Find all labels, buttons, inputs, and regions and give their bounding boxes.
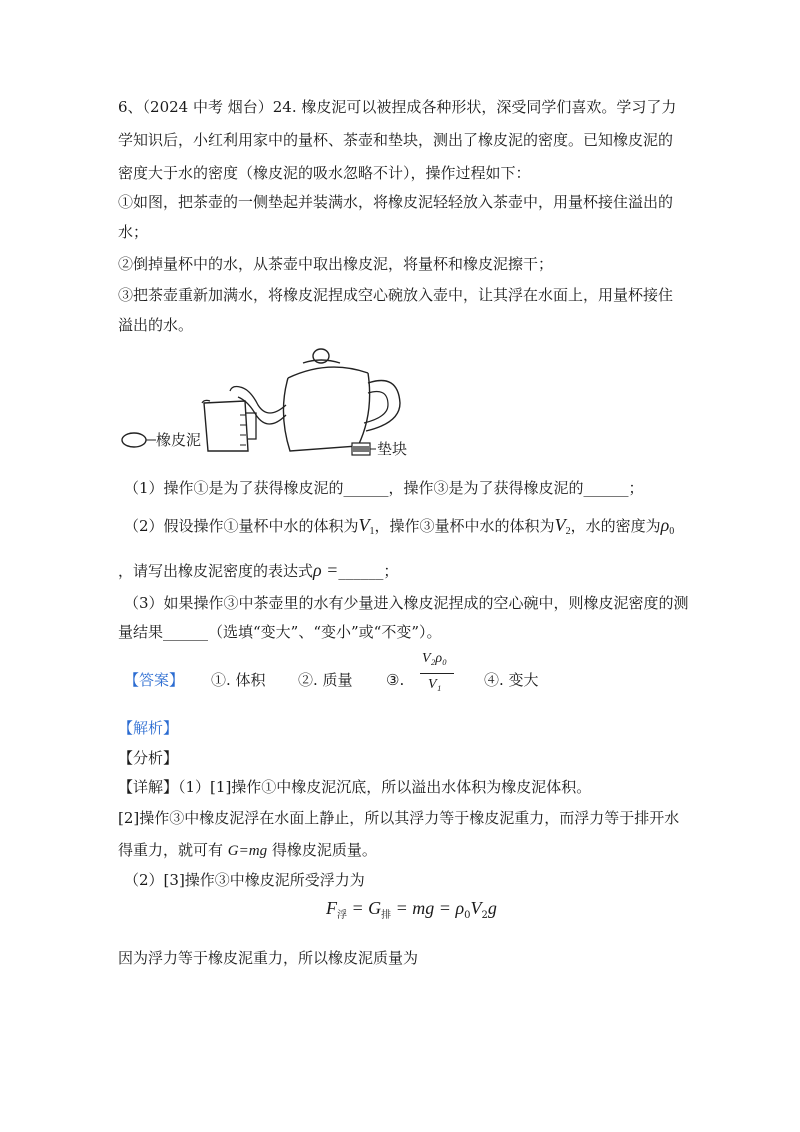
question-line-1: 6、（2024 中考 烟台）24. 橡皮泥可以被捏成各种形状，深受同学们喜欢。学习了力 <box>118 98 677 116</box>
gmg-formula: G=mg <box>227 843 268 859</box>
fraction-denominator: V₁ <box>428 677 442 692</box>
step-2-line: ②倒掉量杯中的水，从茶壶中取出橡皮泥，将量杯和橡皮泥擦干； <box>118 255 554 273</box>
detail-line-4: 因为浮力等于橡皮泥重力，所以橡皮泥质量为 <box>118 949 419 967</box>
block-illustration <box>352 443 376 455</box>
v1-symbol: $V_1$ <box>358 515 375 537</box>
rho-equals-symbol: ρ = <box>313 560 339 580</box>
step-1-line-b: 水； <box>118 223 149 241</box>
rho0-symbol: $\rho_0$ <box>660 515 675 537</box>
question-line-3: 密度大于水的密度（橡皮泥的吸水忽略不计），操作过程如下： <box>118 164 531 182</box>
subquestion-3-line-a: （3）如果操作③中茶壶里的水有少量进入橡皮泥捏成的空心碗中，则橡皮泥密度的测 <box>124 594 689 612</box>
answer-3-label: ③. <box>386 671 405 689</box>
subquestion-2-line-b <box>118 560 398 581</box>
teapot-diagram <box>118 343 418 468</box>
v2-symbol: $V_2$ <box>554 515 571 537</box>
block-label: 垫块 <box>377 440 408 458</box>
detail-line-3: （2）[3]操作③中橡皮泥所受浮力为 <box>124 871 365 889</box>
q2-text-c: ，水的密度为 <box>570 517 661 535</box>
answer-2: ②. 质量 <box>298 671 353 689</box>
detail-line-1: 【详解】（1）[1]操作①中橡皮泥沉底，所以溢出水体积为橡皮泥体积。 <box>118 778 592 796</box>
subquestion-2-line-a <box>124 515 674 542</box>
step-3-line-b: 溢出的水。 <box>118 316 194 334</box>
q2-text-a: （2）假设操作①量杯中水的体积为 <box>124 517 359 535</box>
measuring-cup-illustration <box>202 400 256 451</box>
subquestion-3-line-b: 量结果______（选填“变大”、“变小”或“不变”）。 <box>118 623 442 641</box>
analysis-tag: 【解析】 <box>118 719 179 737</box>
answer-4: ④. 变大 <box>484 671 539 689</box>
clay-label: 橡皮泥 <box>156 431 202 449</box>
step-1-line-a: ①如图，把茶壶的一侧垫起并装满水，将橡皮泥轻轻放入茶壶中，用量杯接住溢出的 <box>118 193 674 211</box>
q2-text-d: ，请写出橡皮泥密度的表达式 <box>118 562 314 580</box>
buoyancy-formula: $F_浮 = G_排$ = mg = $\rho_0V_2g$ <box>326 898 497 921</box>
q2-text-b: ，操作③量杯中水的体积为 <box>374 517 555 535</box>
subquestion-1: （1）操作①是为了获得橡皮泥的______，操作③是为了获得橡皮泥的______； <box>124 479 644 497</box>
detail-line-2b: 得重力，就可有 G=mg 得橡皮泥质量。 <box>118 841 377 859</box>
fraction-bar <box>420 673 454 674</box>
experiment-figure <box>118 343 418 468</box>
detail-line-2a: [2]操作③中橡皮泥浮在水面上静止，所以其浮力等于橡皮泥重力，而浮力等于排开水 <box>118 809 680 827</box>
q2-blank: ______； <box>338 562 399 580</box>
answer-tag: 【答案】 <box>124 671 185 689</box>
fenxi-tag: 【分析】 <box>118 749 179 767</box>
answer-3-fraction <box>418 651 458 699</box>
clay-illustration <box>122 433 146 447</box>
fraction-numerator: V₂ρ₀ <box>422 651 448 666</box>
question-line-2: 学知识后，小红利用家中的量杯、茶壶和垫块，测出了橡皮泥的密度。已知橡皮泥的 <box>118 131 674 149</box>
step-3-line-a: ③把茶壶重新加满水，将橡皮泥捏成空心碗放入壶中，让其浮在水面上，用量杯接住 <box>118 286 674 304</box>
answer-1: ①. 体积 <box>211 671 266 689</box>
